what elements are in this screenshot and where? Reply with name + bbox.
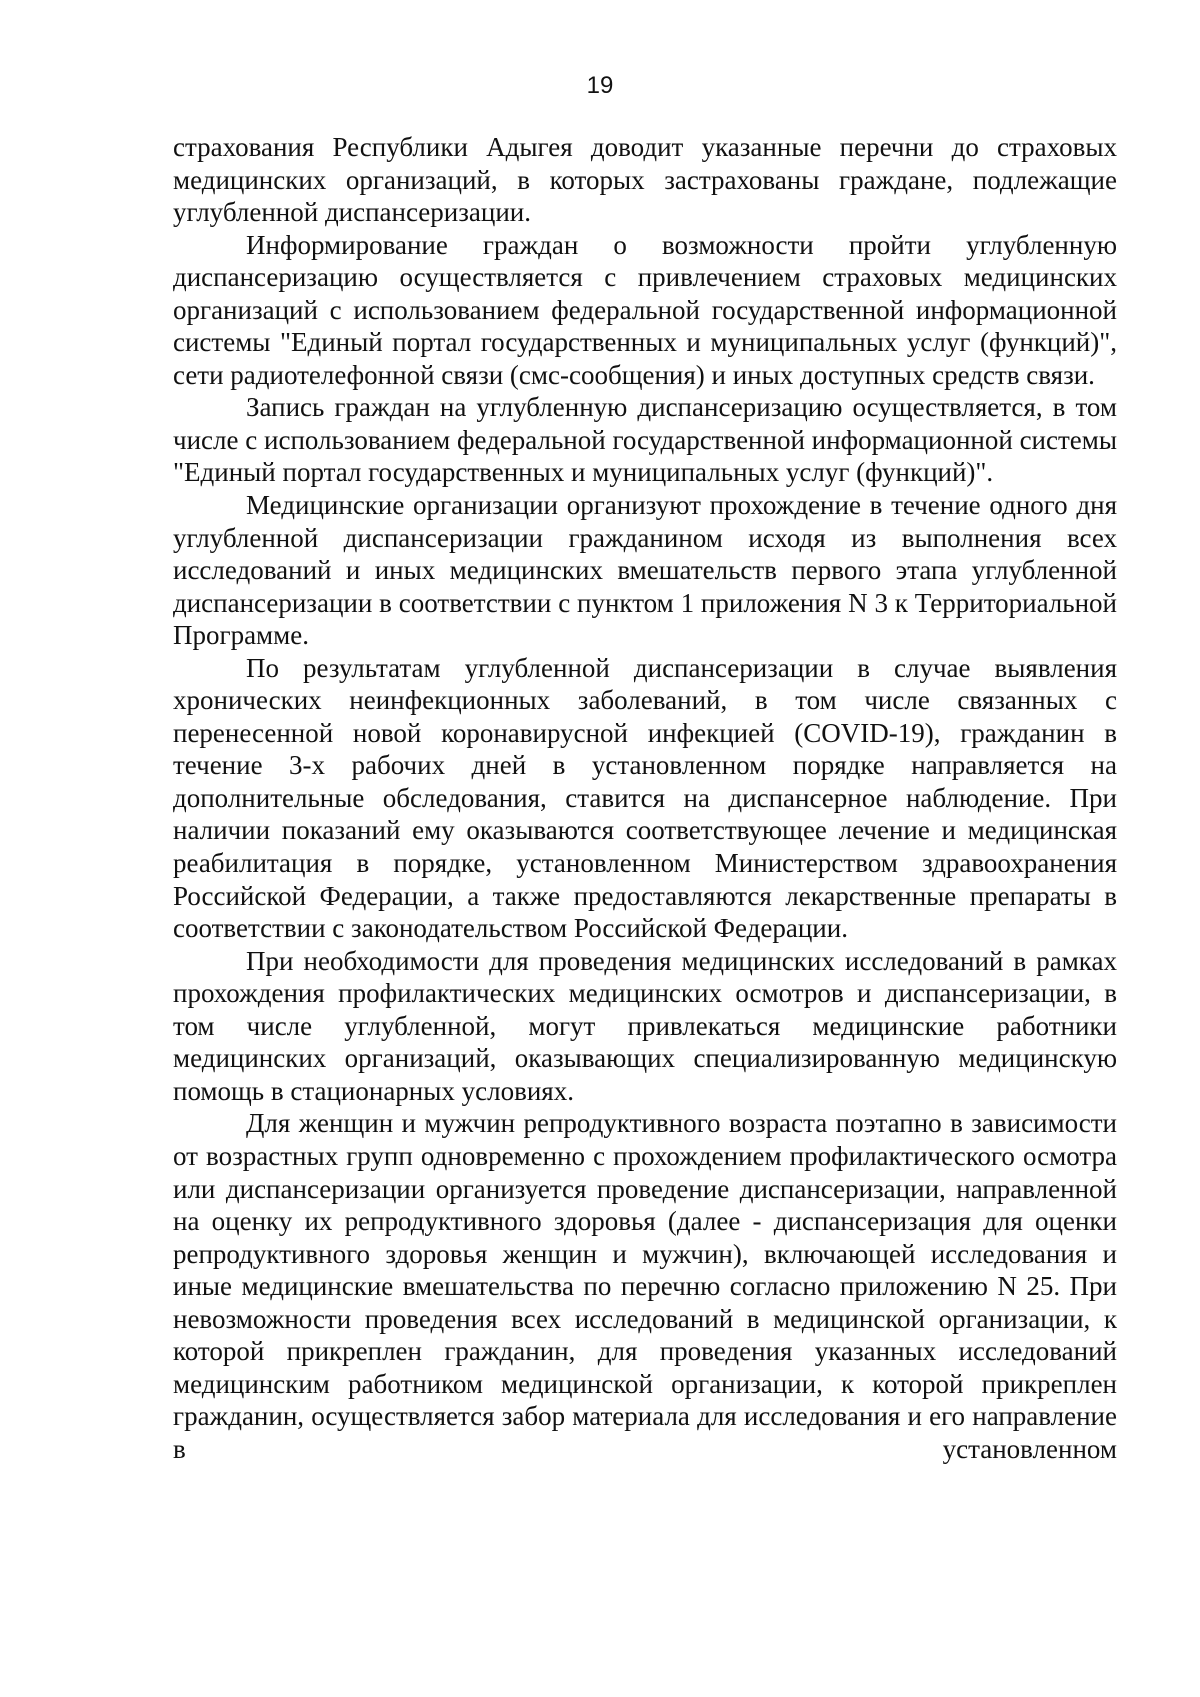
paragraph-reproductive-health: Для женщин и мужчин репродуктивного возраста поэтапно в зависимости от возрастных групп одновременно с прохождением профилактического осмотра или диспансеризации организуется проведение диспансеризации, направленной на оценку их репродуктивного здоровья (далее - диспансеризация для оценки репродуктивного здоровья женщин и мужчин), включающей исследования и иные медицинские вмешательства по перечню согласно приложению N 25. При невозможности проведения всех исследований в медицинской организации, к которой прикреплен гражданин, для проведения указанных исследований медицинским работником медицинской организации, к которой прикреплен гражданин, осуществляется забор материала для исследования и его направление в установленном [173, 1108, 1117, 1464]
page-number: 19 [586, 72, 614, 99]
paragraph-continuation: страхования Республики Адыгея доводит указанные перечни до страховых медицинских организаций, в которых застрахованы граждане, подлежащие углубленной диспансеризации. [173, 132, 1117, 228]
document-body [173, 131, 1117, 1465]
paragraph-registration: Запись граждан на углубленную диспансеризацию осуществляется, в том числе с использованием федеральной государственной информационной системы "Единый портал государственных и муниципальных услуг (функций)". [173, 392, 1117, 488]
paragraph-one-day-exam: Медицинские организации организуют прохождение в течение одного дня углубленной диспансеризации гражданином исходя из выполнения всех исследований и иных медицинских вмешательств первого этапа углубленной диспансеризации в соответствии с пунктом 1 приложения N 3 к Территориальной Программе. [173, 490, 1117, 651]
paragraph-informing: Информирование граждан о возможности пройти углубленную диспансеризацию осуществляется с привлечением страховых медицинских организаций с использованием федеральной государственной информационной системы "Единый портал государственных и муниципальных услуг (функций)", сети радиотелефонной связи (смс-сообщения) и иных доступных средств связи. [173, 229, 1117, 390]
paragraph-results: По результатам углубленной диспансеризации в случае выявления хронических неинфекционных заболеваний, в том числе связанных с перенесенной новой коронавирусной инфекцией (COVID-19), гражданин в течение 3-х рабочих дней в установленном порядке направляется на дополнительные обследования, ставится на диспансерное наблюдение. При наличии показаний ему оказываются соответствующее лечение и медицинская реабилитация в порядке, установленном Министерством здравоохранения Российской Федерации, а также предоставляются лекарственные препараты в соответствии с законодательством Российской Федерации. [173, 652, 1117, 944]
paragraph-specialists: При необходимости для проведения медицинских исследований в рамках прохождения профилактических медицинских осмотров и диспансеризации, в том числе углубленной, могут привлекаться медицинские работники медицинских организаций, оказывающих специализированную медицинскую помощь в стационарных условиях. [173, 945, 1117, 1106]
